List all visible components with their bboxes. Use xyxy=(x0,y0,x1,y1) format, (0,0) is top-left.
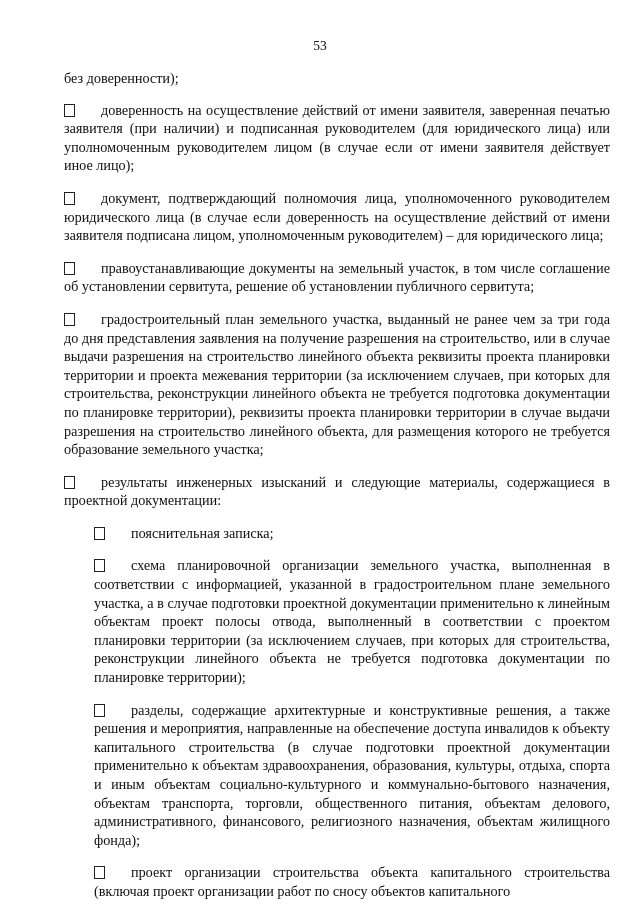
list-item-text: доверенность на осуществление действий от имени заявителя, заверенная печатью заявителя (при наличии) и подписанная руководителем (для юридического лица) или уполномоченным руководителем лицом (в случае если от имени заявителя действует иное лицо); xyxy=(64,102,610,175)
sub-item-text: проект организации строительства объекта капитального строительства (включая проект организации работ по сносу объектов капитального xyxy=(94,865,610,900)
page-number: 53 xyxy=(313,38,327,53)
checkbox[interactable] xyxy=(64,192,75,205)
sub-item-text: схема планировочной организации земельного участка, выполненная в соответствии с информацией, указанной в градостроительном плане земельного участка, а в случае подготовки проектной документации применительно к линейным объектам проект полосы отвода, выполненный в соответствии с проектом планировки территории (за исключением случаев, при которых для строительства, реконструкции линейного объекта не требуется подготовка документации по планировке территории); xyxy=(94,558,610,687)
checkbox[interactable] xyxy=(94,866,105,879)
list-item-urban-plan xyxy=(64,311,610,460)
list-item-survey-results xyxy=(64,474,610,511)
sub-item-construction-project xyxy=(94,864,610,901)
sub-item-architectural-sections xyxy=(94,702,610,851)
list-item-land-title-documents xyxy=(64,260,610,297)
checkbox[interactable] xyxy=(64,104,75,117)
checkbox[interactable] xyxy=(94,704,105,717)
list-item-text: градостроительный план земельного участка, выданный не ранее чем за три года до дня представления заявления на получение разрешения на строительство, или в случае выдачи разрешения на строительство линейного объекта реквизиты проекта планировки территории и проекта межевания территории (за исключением случаев, при которых для строительства, реконструкции линейного объекта не требуется подготовка документации по планировке территории), реквизиты проекта планировки территории в случае выдачи разрешения на строительство линейного объекта, для размещения которого не требуется образование земельного участка; xyxy=(64,311,610,459)
checkbox[interactable] xyxy=(94,559,105,572)
sub-item-text: пояснительная записка; xyxy=(131,525,274,542)
sub-item-explanatory-note xyxy=(94,525,610,544)
sub-item-text: разделы, содержащие архитектурные и конструктивные решения, а также решения и мероприятия, направленные на обеспечение доступа инвалидов к объекту капитального строительства (в случае подготовки проектной документации применительно к объектам здравоохранения, образования, культуры, отдыха, спорта и иным объектам социально-культурного и коммунально-бытового назначения, объектам транспорта, торговли, общественного питания, объектам делового, административного, финансового, религиозного назначения, объектам жилищного фонда); xyxy=(94,702,610,849)
list-item-text: правоустанавливающие документы на земельный участок, в том числе соглашение об установлении сервитута, решение об установлении публичного сервитута; xyxy=(64,260,610,296)
checkbox[interactable] xyxy=(64,313,75,326)
intro-text: без доверенности); xyxy=(64,71,179,87)
list-item-power-of-attorney xyxy=(64,102,610,176)
list-item-text: результаты инженерных изысканий и следующие материалы, содержащиеся в проектной документации: xyxy=(64,474,610,510)
list-item-text: документ, подтверждающий полномочия лица, уполномоченного руководителем юридического лица (в случае если доверенность на осуществление действий от имени заявителя подписана лицом, уполномоченным руководителем) – для юридического лица; xyxy=(64,190,610,245)
checkbox[interactable] xyxy=(94,527,105,540)
checkbox[interactable] xyxy=(64,262,75,275)
checkbox[interactable] xyxy=(64,476,75,489)
sub-item-site-plan-scheme xyxy=(94,557,610,687)
list-item-authority-document xyxy=(64,190,610,246)
document-body xyxy=(64,70,610,916)
